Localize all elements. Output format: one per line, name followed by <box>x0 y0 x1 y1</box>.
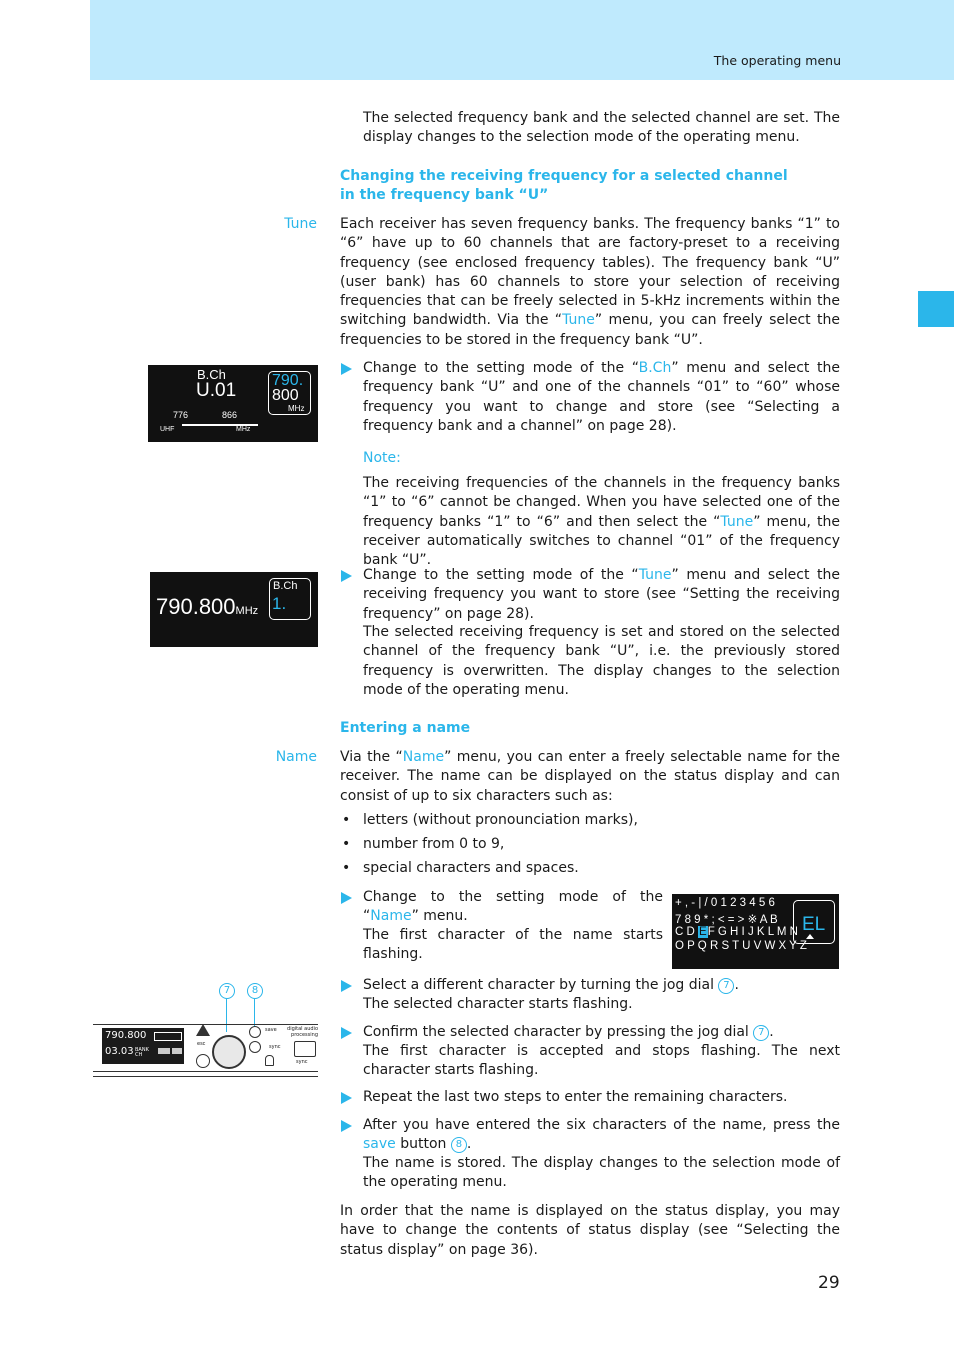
bullet-special: • special characters and spaces. <box>342 860 579 876</box>
step-save-name: After you have entered the six characters of the name, press the save button 8 . <box>363 1117 840 1153</box>
step-press-dial: Confirm the selected character by pressing the jog dial 7 . <box>363 1024 774 1040</box>
closing-paragraph: In order that the name is displayed on the status display, you may have to change the contents of status display (see “Selecting the status display” on page 36). <box>340 1203 840 1258</box>
step-arrow-icon <box>341 1120 352 1132</box>
step-press-dial-result: The first character is accepted and stops flashing. The next character starts flashing. <box>363 1043 840 1079</box>
callout-jog-dial: 7 <box>219 983 235 999</box>
step-result-text: The selected receiving frequency is set and stored on the selected channel of the frequency bank “U”, i.e. the previously stored frequency is overwritten. The display changes to the selection mode of the operating menu. <box>363 624 840 698</box>
lcd-range-high: 866 <box>222 410 238 420</box>
name-paragraph: Via the “Name” menu, you can enter a freely selectable name for the receiver. The name can be displayed on the status display and can consist of up to six characters such as: <box>340 749 840 804</box>
display-name-screen <box>672 894 839 969</box>
header-band <box>90 0 954 80</box>
step-select-frequency: Change to the setting mode of the “Tune” menu and select the receiving frequency you want to store (see “Setting the receiving frequency” on page 28). <box>363 567 841 622</box>
note-label: Note: <box>363 450 401 466</box>
lcd-freq-unit: MHz <box>288 404 305 413</box>
warning-icon <box>196 1024 210 1036</box>
step-arrow-icon <box>341 1092 352 1104</box>
step-arrow-icon <box>341 892 352 904</box>
margin-keyword-name: Name <box>275 749 317 765</box>
heading-change-frequency: Changing the receiving frequency for a selected channel in the frequency bank “U” <box>340 168 788 204</box>
step-save-result: The name is stored. The display changes to the selection mode of the operating menu. <box>363 1155 840 1191</box>
lcd2-frequency: 790.800MHz <box>156 594 259 619</box>
step-select-bank: Change to the setting mode of the “B.Ch” menu and select the frequency bank “U” and one of the channels “01” to “60” whose frequency you want to change and store (see “Selecting a frequency bank and a channel” on page 28). <box>363 360 841 434</box>
lcd2-bank: 1. <box>272 594 287 613</box>
display-tune-screen <box>150 572 318 647</box>
display-bch-screen <box>148 365 318 442</box>
arrow-up-icon <box>806 934 814 939</box>
lcd3-row2: 7 8 9 * ; < = > ※ A B <box>675 914 778 926</box>
step-arrow-icon <box>341 570 352 582</box>
device-display: 790.800 03.03 BANK CH <box>102 1028 184 1064</box>
lcd-band-unit: MHz <box>236 426 251 433</box>
step-turn-dial-result: The selected character starts flashing. <box>363 996 633 1012</box>
step-repeat: Repeat the last two steps to enter the remaining characters. <box>363 1089 788 1105</box>
lcd-label: B.Ch <box>197 367 226 382</box>
step-open-name-menu: Change to the setting mode of the “Name” menu. <box>363 889 663 925</box>
receiver-front-panel: 7 8 790.800 03.03 BANK CH esc save sync digital audio processing sync <box>93 980 318 1080</box>
lcd-bank-channel: U.01 <box>196 380 237 401</box>
bullet-numbers: • number from 0 to 9, <box>342 836 505 852</box>
step-turn-dial: Select a different character by turning the jog dial 7 . <box>363 977 739 993</box>
sync-button[interactable] <box>249 1041 261 1053</box>
save-button[interactable] <box>249 1026 261 1038</box>
lcd2-label: B.Ch <box>273 580 298 592</box>
step-arrow-icon <box>341 363 352 375</box>
esc-button[interactable] <box>196 1054 210 1068</box>
chapter-tab <box>918 291 954 327</box>
lcd3-name: EL <box>802 914 826 935</box>
margin-keyword-tune: Tune <box>284 216 317 232</box>
step-first-char-flash: The first character of the name starts flashing. <box>363 927 663 963</box>
lcd-range-low: 776 <box>173 410 189 420</box>
callout-save-button: 8 <box>247 983 263 999</box>
heading-entering-name: Entering a name <box>340 720 471 736</box>
lcd-freq-part1: 790. <box>272 372 304 389</box>
note-text: The receiving frequencies of the channels in the frequency banks “1” to “6” cannot be changed. When you have selected one of the frequency banks “1” to “6” and then select the “Tune” menu, the receiver automatically switches to channel “01” of the frequency bank “U”. <box>363 475 841 569</box>
jog-dial[interactable] <box>212 1035 246 1069</box>
lcd3-row1: + , - | / 0 1 2 3 4 5 6 <box>675 897 775 909</box>
lcd3-row3: C D EF G H I J K L M N <box>675 926 798 938</box>
bullet-letters: • letters (without pronounciation marks), <box>342 812 638 828</box>
page-number: 29 <box>818 1273 840 1293</box>
lcd3-row4: O P Q R S T U V W X Y Z <box>675 940 807 952</box>
section-title: The operating menu <box>713 53 841 68</box>
step-arrow-icon <box>341 980 352 992</box>
sync-window <box>294 1041 316 1057</box>
intro-text: The selected frequency bank and the selected channel are set. The display changes to the selection mode of the operating menu. <box>363 110 840 146</box>
tune-paragraph: Each receiver has seven frequency banks. The frequency banks “1” to “6” have up to 60 channels that are factory-preset to a receiving frequency (see enclosed frequency tables). The frequency bank “U” (user bank) has 60 channels to store your selection of receiving frequencies that can be freely selected in 5-kHz increments within the switching bandwidth. Via the “Tune” menu, you can freely select the frequencies to be stored in the frequency bank “U”. <box>340 216 841 348</box>
lcd-freq-part2: 800 <box>272 387 299 404</box>
headphones-icon <box>265 1055 274 1066</box>
step-arrow-icon <box>341 1027 352 1039</box>
lcd-band: UHF <box>160 426 175 433</box>
